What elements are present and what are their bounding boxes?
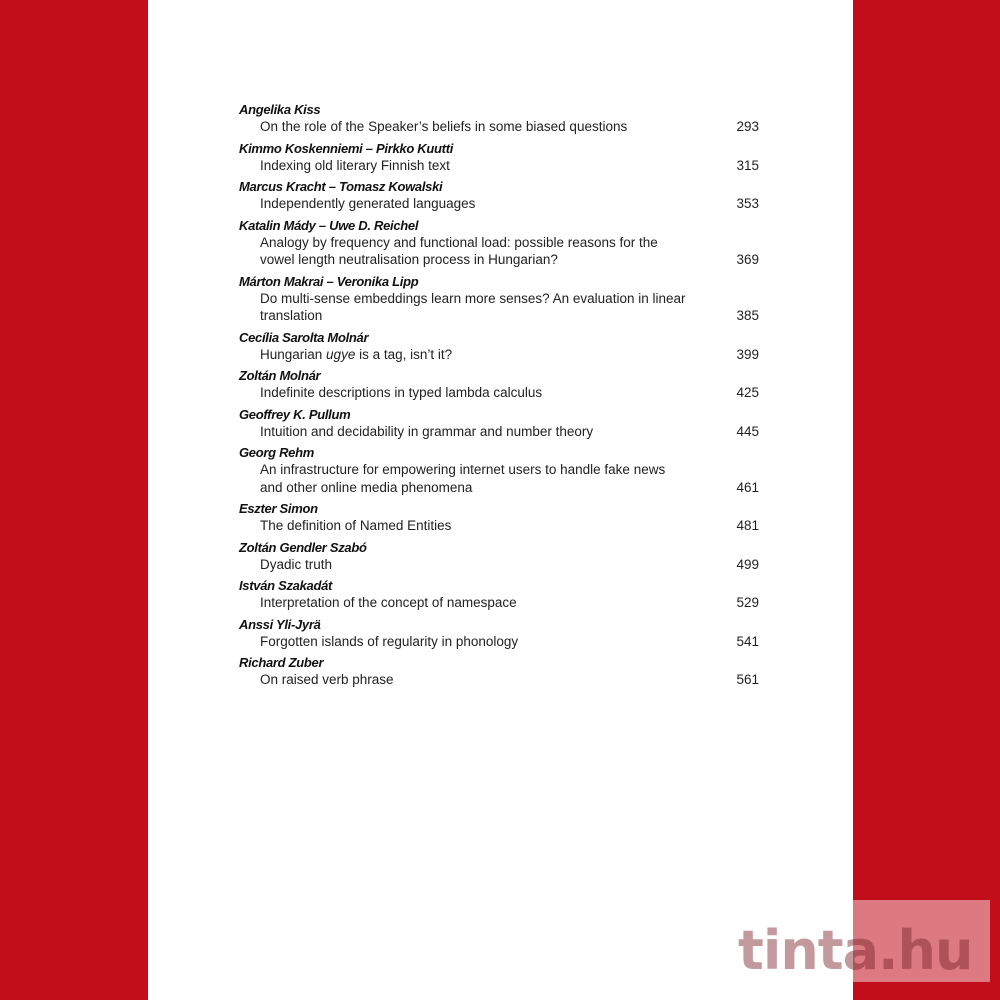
entry-title-row [239, 290, 759, 325]
toc-entry [239, 140, 759, 175]
toc-entry [239, 367, 759, 402]
entry-page-number: 445 [736, 423, 759, 439]
entry-author: Kimmo Koskenniemi – Pirkko Kuutti [239, 140, 454, 156]
entry-title-row [239, 671, 759, 689]
toc-entry [239, 616, 759, 651]
entry-title-row [239, 633, 759, 651]
entry-title-row [239, 157, 759, 175]
entry-page-number: 499 [736, 556, 759, 572]
entry-title: On the role of the Speaker’s beliefs in some biased questions [260, 119, 628, 134]
toc-entry [239, 577, 759, 612]
entry-page-number: 541 [736, 633, 759, 649]
toc-entry [239, 273, 759, 325]
entry-author: István Szakadát [239, 578, 333, 593]
entry-title-row [239, 517, 759, 535]
entry-title-row [239, 195, 759, 213]
entry-title: Indefinite descriptions in typed lambda calculus [260, 385, 543, 400]
entry-title [260, 347, 452, 362]
entry-title: Independently generated languages [260, 196, 476, 211]
entry-author: Angelika Kiss [239, 102, 321, 117]
entry-author: Eszter Simon [239, 501, 318, 516]
entry-title-row [239, 556, 759, 574]
entry-title-row [239, 384, 759, 402]
entry-author: Zoltán Gendler Szabó [239, 539, 367, 555]
entry-title: On raised verb phrase [260, 672, 394, 687]
entry-title-part: Hungarian [260, 346, 327, 362]
entry-title: Interpretation of the concept of namespace [260, 595, 517, 610]
entry-author: Marcus Kracht – Tomasz Kowalski [239, 179, 443, 194]
document-page [148, 0, 853, 1000]
entry-title: Intuition and decidability in grammar and number theory [260, 423, 594, 439]
entry-title-row [239, 346, 759, 364]
toc-entry [239, 654, 759, 689]
toc-entry [239, 406, 759, 441]
entry-title: Do multi-sense embeddings learn more senses? An evaluation in linear translation [260, 290, 686, 323]
entry-title: Indexing old literary Finnish text [260, 157, 450, 173]
toc-entry [239, 101, 759, 136]
entry-title: The definition of Named Entities [260, 518, 452, 533]
entry-title-row [239, 594, 759, 612]
toc-entry [239, 444, 759, 496]
toc-entry [239, 178, 759, 213]
entry-page-number: 399 [736, 346, 759, 362]
entry-page-number: 353 [736, 196, 759, 211]
watermark-logo: tinta.hu [738, 919, 973, 982]
entry-page-number: 481 [736, 518, 759, 533]
toc-entry [239, 500, 759, 535]
entry-title: An infrastructure for empowering internet users to handle fake news and other online media phenomena [260, 462, 666, 495]
entry-author: Geoffrey K. Pullum [239, 406, 351, 422]
entry-title-row [239, 234, 759, 269]
entry-title: Forgotten islands of regularity in phonology [260, 633, 519, 649]
entry-title-emphasis: ugye [326, 346, 356, 362]
entry-title-row [239, 423, 759, 441]
entry-author: Georg Rehm [239, 445, 315, 460]
table-of-contents [239, 101, 759, 693]
entry-author: Richard Zuber [239, 655, 324, 670]
entry-title: Analogy by frequency and functional load: possible reasons for the vowel length neutralisation process in Hungarian? [260, 234, 658, 267]
entry-page-number: 293 [736, 119, 759, 134]
entry-title-row [239, 461, 759, 496]
entry-author: Cecília Sarolta Molnár [239, 329, 369, 345]
entry-author: Zoltán Molnár [239, 368, 321, 383]
entry-page-number: 369 [736, 252, 759, 267]
entry-title-part: is a tag, isn’t it? [355, 346, 453, 362]
entry-author: Márton Makrai – Veronika Lipp [239, 273, 419, 289]
entry-page-number: 461 [736, 479, 759, 495]
entry-author: Katalin Mády – Uwe D. Reichel [239, 217, 419, 233]
toc-entry [239, 539, 759, 574]
entry-page-number: 315 [736, 157, 759, 173]
toc-entry [239, 329, 759, 364]
entry-page-number: 561 [736, 672, 759, 687]
toc-entry [239, 217, 759, 269]
entry-page-number: 425 [736, 385, 759, 400]
entry-page-number: 385 [736, 308, 759, 323]
entry-title: Dyadic truth [260, 556, 333, 572]
entry-title-row [239, 118, 759, 136]
entry-page-number: 529 [736, 595, 759, 610]
entry-author: Anssi Yli-Jyrä [239, 616, 321, 632]
